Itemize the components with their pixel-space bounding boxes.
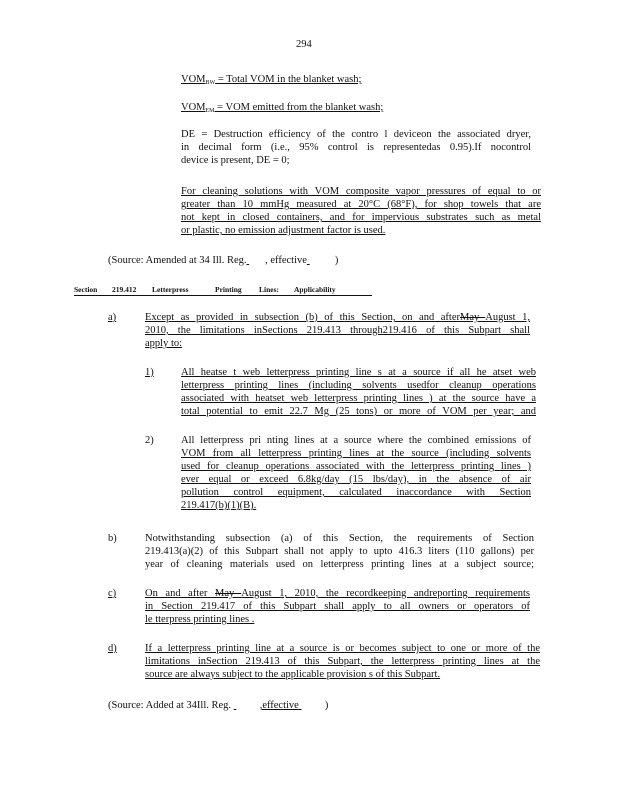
paragraph-a: Except as provided in subsection (b) of this Section, on and afterMay August 1, 2010, the limitations inSections 219.413 through219.416 of this Subpart shall apply to: bbox=[145, 312, 531, 349]
item-1: All heatse t web letterpress printing line s at a source if all he atset web letterpress printing lines (including solvents usedfor cleanup operations associated with heatset web letterpress printing lines ) at the source have a total potential to emit 22.7 Mg (25 tons) or more of VOM per year; and bbox=[181, 367, 536, 417]
paragraph-d-letter: d) bbox=[108, 643, 117, 654]
paragraph-a-letter: a) bbox=[108, 312, 117, 323]
paragraph-c-letter: c) bbox=[108, 588, 117, 599]
source-note-amended: (Source: Amended at 34 Ill. Reg. , effective ) bbox=[108, 255, 339, 266]
paragraph-b-letter: b) bbox=[108, 533, 117, 544]
item-2-number: 2) bbox=[145, 435, 154, 446]
source-note-added: (Source: Added at 34Ill. Reg. ,effective ) bbox=[108, 700, 329, 711]
definition-de: DE = Destruction efficiency of the contro l deviceon the associated dryer, in decimal form (i.e., 95% control is representedas 0.95).If nocontrol device is present, DE = 0; bbox=[181, 129, 531, 166]
paragraph-b: Notwithstanding subsection (a) of this Section, the requirements of Section 219.413(a)(2) of this Subpart shall not apply to upto 416.3 liters (110 gallons) per year of cleaning materials used on letterpress printing lines at a subject source; bbox=[145, 533, 534, 570]
definition-vom-bw: $VOM_{BW}$ = Total VOM in the blanket wash; bbox=[181, 74, 362, 86]
page-number: 294 bbox=[296, 39, 312, 50]
item-1-number: 1) bbox=[145, 367, 154, 378]
item-2: All letterpress pri nting lines at a source where the combined emissions of VOM from all letterpress printing lines at the source (including solvents used for cleanup operations associated with the letterpress printing lines ) ever equal or exceed 6.8kg/day (15 lbs/day), in the absence of air pollution control equipment, calculated inaccordance with Section 219.417(b)(1)(B). bbox=[181, 435, 531, 511]
section-heading: Section 219.412 Letterpress Printing Lines: Applicability bbox=[74, 283, 372, 296]
paragraph-c: On and after May August 1, 2010, the recordkeeping andreporting requirements in Section 219.417 of this Subpart shall apply to all owners or operators of le tterpress printing lines . bbox=[145, 588, 530, 625]
paragraph-d: If a letterpress printing line at a source is or becomes subject to one or more of the limitations inSection 219.413 of this Subpart, the letterpress printing lines at the source are always subject to the applicable provision s of this Subpart. bbox=[145, 643, 540, 680]
cleaning-solutions-paragraph: For cleaning solutions with VOM composite vapor pressures of equal to or greater than 10 mmHg measured at 20°C (68°F), for shop towels that are not kept in closed containers, and for impervious substrates such as metal or plastic, no emission adjustment factor is used. bbox=[181, 186, 541, 236]
definition-vom-em: $VOM_{EM}$ = VOM emitted from the blanket wash; bbox=[181, 102, 384, 114]
